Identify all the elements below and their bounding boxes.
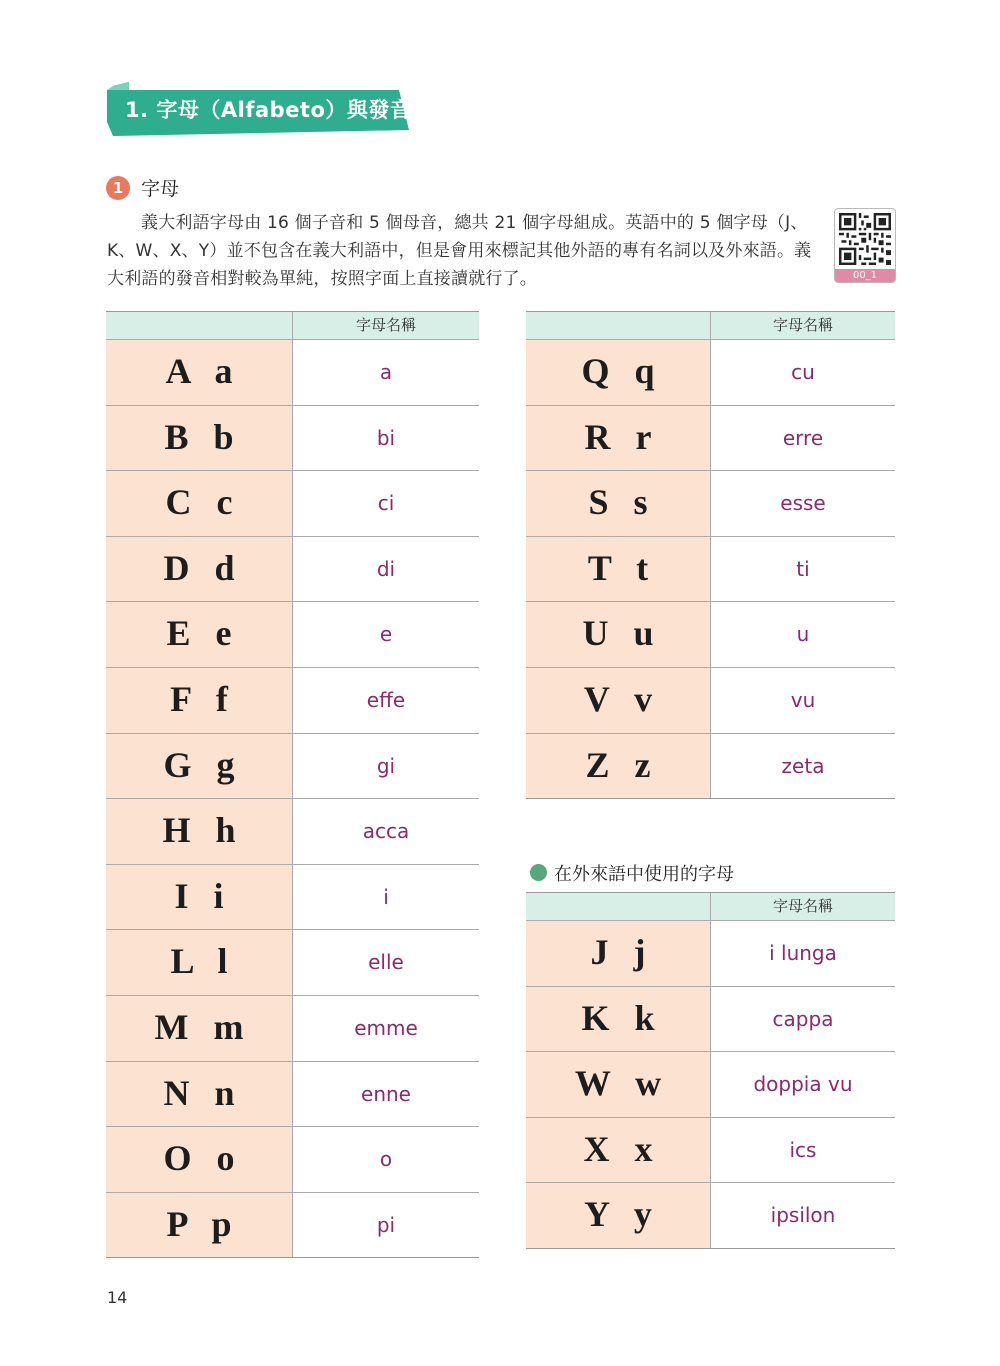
letter-name: esse: [780, 491, 826, 516]
letter-name: cappa: [772, 1006, 834, 1031]
letter-name: effe: [366, 687, 406, 712]
qr-code[interactable]: [834, 208, 896, 283]
letter-name: bi: [376, 425, 396, 450]
letter-cell: [106, 1127, 293, 1192]
letter-name: i: [383, 884, 389, 909]
table-row: [106, 864, 479, 930]
table-row: [526, 340, 895, 405]
letter-cell: [526, 1118, 711, 1183]
banner-title: 1. 字母（Alfabeto）與發音: [125, 98, 412, 122]
letter-pair: T t: [587, 547, 649, 588]
letter-cell: [526, 1052, 711, 1117]
letter-cell: [526, 537, 711, 602]
letter-pair: Y y: [584, 1194, 652, 1235]
letter-cell: [106, 668, 293, 733]
letter-cell: [106, 537, 293, 602]
letter-name: ics: [789, 1137, 817, 1162]
letter-name: elle: [368, 950, 404, 975]
letter-pair: A a: [165, 351, 233, 391]
green-bullet-icon: [530, 864, 547, 881]
table-row: [106, 1061, 479, 1127]
table-row: [526, 1182, 895, 1248]
table-row: [106, 340, 479, 405]
letter-pair: E e: [166, 613, 232, 654]
section-banner: [107, 82, 412, 138]
letter-name: doppia vu: [753, 1072, 853, 1097]
foreign-letters-title: 在外來語中使用的字母: [554, 864, 734, 885]
table-header: [526, 892, 895, 921]
table-row: [526, 536, 895, 602]
letter-name-header: 字母名稱: [772, 316, 833, 334]
table-row: [526, 601, 895, 667]
letter-cell: [106, 734, 293, 799]
letter-cell: [526, 987, 711, 1052]
letter-pair: L l: [170, 941, 228, 982]
letter-name: e: [379, 622, 393, 647]
letter-cell: [526, 1183, 711, 1248]
table-row: [526, 1051, 895, 1117]
letter-cell: [106, 799, 293, 864]
letter-pair: W w: [574, 1063, 662, 1104]
table-row: [526, 921, 895, 986]
letter-pair: Z z: [585, 744, 651, 785]
table-row: [106, 995, 479, 1061]
letter-name: a: [379, 360, 393, 384]
letter-cell: [526, 602, 711, 667]
letter-cell: [106, 1193, 293, 1258]
alphabet-table-right: [526, 311, 895, 799]
foreign-letters-table: [526, 892, 895, 1249]
letter-cell: [526, 668, 711, 733]
letter-name-header: 字母名稱: [772, 897, 833, 915]
letter-name: erre: [782, 425, 824, 450]
table-row: [106, 470, 479, 536]
intro-paragraph: 義大利語字母由 16 個子音和 5 個母音，總共 21 個字母組成。英語中的 5 個字母（J、K、W、X、Y）並不包含在義大利語中，但是會用來標記其他外語的專有名詞以及外來語。義大利語的發音相對較為單純，按照字面上直接讀就行了。: [107, 213, 812, 289]
letter-pair: I i: [174, 875, 224, 916]
table-row: [526, 1117, 895, 1183]
letter-pair: X x: [583, 1128, 653, 1169]
letter-pair: J j: [590, 932, 646, 972]
letter-cell: [106, 340, 293, 405]
table-row: [526, 733, 895, 799]
letter-pair: N n: [163, 1072, 235, 1113]
letter-pair: O o: [163, 1138, 235, 1179]
table-row: [526, 405, 895, 471]
table-row: [106, 929, 479, 995]
letter-name: emme: [354, 1015, 418, 1040]
letter-name: enne: [361, 1081, 411, 1106]
table-row: [106, 1192, 479, 1258]
table-row: [106, 733, 479, 799]
table-row: [106, 405, 479, 471]
letter-pair: C c: [165, 482, 233, 523]
letter-cell: [526, 340, 711, 405]
letter-name: cu: [791, 360, 815, 384]
letter-pair: S s: [588, 482, 648, 523]
table-row: [106, 1126, 479, 1192]
letter-name: zeta: [781, 753, 825, 778]
letter-pair: D d: [163, 547, 235, 588]
page-number: 14: [107, 1288, 128, 1307]
qr-code-icon: [839, 213, 891, 265]
letter-pair: F f: [170, 678, 228, 719]
letter-pair: U u: [582, 613, 654, 654]
letter-name-header: 字母名稱: [355, 316, 416, 334]
letter-pair: K k: [581, 997, 655, 1038]
letter-cell: [106, 602, 293, 667]
letter-name: ipsilon: [770, 1203, 836, 1228]
table-header: [106, 311, 479, 340]
letter-name: pi: [376, 1212, 396, 1237]
letter-name: u: [796, 622, 810, 647]
table-row: [526, 667, 895, 733]
table-row: [106, 798, 479, 864]
letter-name: gi: [376, 753, 396, 778]
letter-pair: Q q: [581, 351, 655, 391]
letter-name: i lunga: [769, 941, 837, 965]
table-row: [526, 986, 895, 1052]
letter-pair: R r: [584, 416, 652, 457]
letter-cell: [106, 406, 293, 471]
letter-cell: [526, 921, 711, 986]
letter-pair: P p: [166, 1203, 232, 1244]
letter-name: vu: [790, 687, 816, 712]
letter-cell: [526, 471, 711, 536]
letter-pair: V v: [583, 678, 653, 719]
letter-pair: M m: [154, 1006, 244, 1047]
letter-cell: [526, 734, 711, 799]
letter-cell: [106, 996, 293, 1061]
table-row: [106, 536, 479, 602]
letter-cell: [106, 471, 293, 536]
letter-pair: H h: [162, 810, 236, 851]
letter-name: o: [379, 1147, 393, 1172]
letter-cell: [106, 1062, 293, 1127]
letter-name: ti: [796, 556, 810, 581]
table-row: [106, 667, 479, 733]
letter-pair: G g: [163, 744, 235, 785]
letter-name: di: [376, 556, 396, 581]
letter-cell: [106, 865, 293, 930]
letter-cell: [106, 930, 293, 995]
letter-name: acca: [362, 819, 410, 844]
table-row: [526, 470, 895, 536]
table-header: [526, 311, 895, 340]
letter-pair: B b: [164, 416, 234, 457]
alphabet-table-left: [106, 311, 479, 1258]
section-number-badge: 1: [106, 176, 130, 200]
qr-code-label: 00_1: [835, 269, 895, 282]
letter-name: ci: [377, 491, 395, 516]
table-row: [106, 601, 479, 667]
section-title: 字母: [141, 178, 180, 200]
letter-cell: [526, 406, 711, 471]
